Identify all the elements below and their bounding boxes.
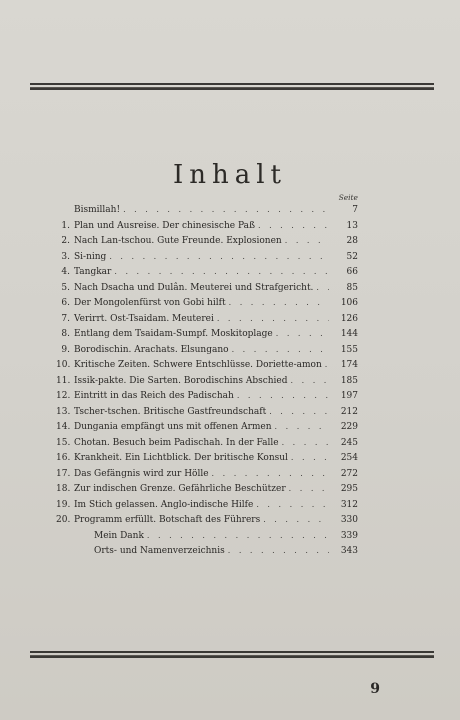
toc-entry [56, 391, 358, 407]
leader-dots [275, 422, 329, 431]
leader-dots [263, 515, 329, 524]
entry-number: 14. [56, 422, 71, 432]
toc-entry [56, 531, 358, 547]
entry-title: Mein Dank [94, 530, 144, 541]
entry-page: 197 [340, 391, 358, 401]
toc-entry [56, 236, 358, 252]
leader-dots [291, 453, 329, 462]
entry-number: 11. [56, 375, 71, 386]
toc-entry [56, 252, 358, 268]
entry-page: 295 [340, 484, 358, 494]
entry-number: 17. [56, 468, 71, 479]
leader-dots [289, 484, 329, 493]
entry-title: Dungania empfängt uns mit offenen Armen [74, 422, 272, 432]
entry-title: Zur indischen Grenze. Gefährliche Beschützer [74, 484, 286, 494]
toc-entry [56, 283, 358, 299]
entry-title: Kritische Zeiten. Schwere Entschlüsse. Doriette-amon [74, 360, 322, 370]
entry-page: 106 [340, 298, 358, 308]
toc-entry [56, 267, 358, 283]
entry-title: Das Gefängnis wird zur Hölle [74, 468, 209, 479]
top-ornamental-rule [30, 83, 434, 90]
entry-page: 312 [340, 499, 358, 510]
toc-entry [56, 298, 358, 314]
entry-number: 1. [61, 220, 70, 231]
leader-dots [228, 546, 329, 555]
toc-entry [56, 376, 358, 392]
entry-page: 245 [340, 437, 358, 448]
entry-page: 212 [340, 406, 358, 417]
entry-title: Der Mongolenfürst von Gobi hilft [74, 298, 226, 308]
page-number: 9 [370, 681, 380, 697]
entry-number: 4. [61, 267, 70, 277]
leader-dots [258, 221, 329, 230]
entry-number: 16. [56, 453, 71, 463]
toc-entry [56, 500, 358, 516]
entry-title: Tangkar [74, 267, 112, 277]
entry-title: Tscher-tschen. Britische Gastfreundschaft [74, 406, 267, 417]
entry-page: 126 [340, 313, 358, 324]
toc-entry [56, 407, 358, 423]
entry-title: Nach Lan-tschou. Gute Freunde. Explosionen [74, 236, 282, 246]
entry-page: 155 [340, 344, 358, 355]
toc-entry [56, 453, 358, 469]
entry-title: Eintritt in das Reich des Padischah [74, 391, 234, 401]
entry-page: 229 [340, 422, 358, 432]
toc-entry [56, 221, 358, 237]
leader-dots [147, 531, 329, 540]
leader-dots [237, 391, 329, 400]
leader-dots [276, 329, 329, 338]
entry-title: Nach Dsacha und Dulân. Meuterei und Strafgericht. [74, 282, 314, 293]
entry-title: Orts- und Namenverzeichnis [94, 546, 225, 556]
entry-number: 15. [56, 437, 71, 448]
entry-page: 272 [340, 468, 358, 479]
entry-number: 6. [61, 298, 70, 308]
entry-page: 7 [352, 205, 358, 215]
leader-dots [269, 407, 329, 416]
bottom-ornamental-rule [30, 651, 434, 658]
leader-dots [256, 500, 329, 509]
toc-entry [56, 360, 358, 376]
toc-entry [56, 329, 358, 345]
entry-page: 330 [340, 515, 358, 525]
entry-title: Si-ning [74, 251, 107, 262]
entry-number: 19. [56, 499, 71, 510]
toc-entry [56, 422, 358, 438]
entry-page: 52 [346, 251, 358, 262]
leader-dots [229, 298, 329, 307]
entry-title: Krankheit. Ein Lichtblick. Der britische Konsul [74, 453, 288, 463]
toc-entry [56, 484, 358, 500]
leader-dots [325, 360, 329, 369]
entry-page: 254 [340, 453, 358, 463]
entry-title: Borodischin. Arachats. Elsungano [74, 344, 229, 355]
leader-dots [217, 314, 329, 323]
entry-number: 7. [61, 313, 70, 324]
toc-entry [56, 205, 358, 221]
page-title: Inhalt [172, 160, 288, 190]
entry-number: 12. [56, 391, 71, 401]
leader-dots [316, 283, 329, 292]
entry-title: Im Stich gelassen. Anglo-indische Hilfe [74, 499, 254, 510]
entry-page: 174 [340, 360, 358, 370]
entry-title: Chotan. Besuch beim Padischah. In der Falle [74, 437, 279, 448]
toc-entry [56, 314, 358, 330]
entry-title: Plan und Ausreise. Der chinesische Paß [74, 220, 255, 231]
leader-dots [285, 236, 329, 245]
entry-title: Verirrt. Ost-Tsaidam. Meuterei [74, 313, 214, 324]
leader-dots [114, 267, 329, 276]
entry-number: 10. [56, 360, 71, 370]
page-column-header: Seite [338, 193, 358, 202]
entry-page: 144 [340, 329, 358, 339]
leader-dots [212, 469, 329, 478]
toc-entry [56, 438, 358, 454]
entry-page: 343 [340, 546, 358, 556]
leader-dots [291, 376, 329, 385]
entry-title: Entlang dem Tsaidam-Sumpf. Moskitoplage [74, 329, 273, 339]
leader-dots [282, 438, 329, 447]
entry-page: 13 [346, 220, 358, 231]
entry-number: 5. [61, 282, 70, 293]
entry-title: Programm erfüllt. Botschaft des Führers [74, 515, 261, 525]
entry-page: 85 [346, 282, 358, 293]
entry-page: 66 [346, 267, 358, 277]
toc-entry [56, 345, 358, 361]
entry-title: Bismillah! [74, 205, 121, 215]
toc-entry [56, 469, 358, 485]
table-of-contents [56, 205, 358, 562]
entry-title: Issik-pakte. Die Sarten. Borodischins Abschied [74, 375, 288, 386]
entry-page: 28 [346, 236, 358, 246]
entry-number: 20. [56, 515, 71, 525]
entry-page: 339 [340, 530, 358, 541]
entry-page: 185 [340, 375, 358, 386]
entry-number: 18. [56, 484, 71, 494]
toc-entry [56, 515, 358, 531]
toc-entry [56, 546, 358, 562]
entry-number: 3. [61, 251, 70, 262]
entry-number: 9. [61, 344, 70, 355]
entry-number: 8. [61, 329, 70, 339]
leader-dots [232, 345, 329, 354]
entry-number: 13. [56, 406, 71, 417]
leader-dots [123, 205, 329, 214]
leader-dots [109, 252, 329, 261]
entry-number: 2. [61, 236, 70, 246]
